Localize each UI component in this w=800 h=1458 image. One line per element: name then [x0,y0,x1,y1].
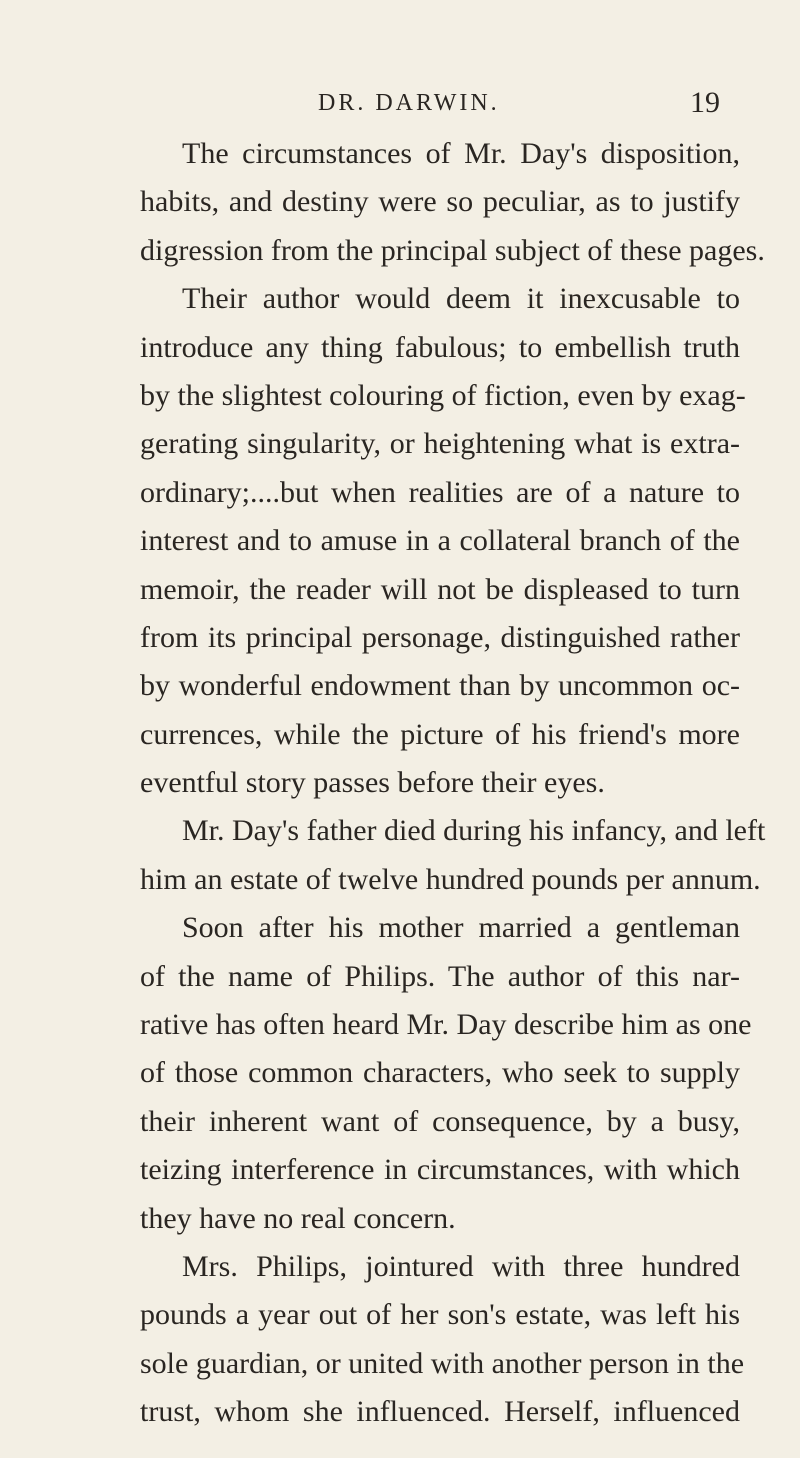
running-title: DR. DARWIN. [318,90,500,116]
text-line: gerating singularity, or heightening what is extra- [140,427,740,461]
text-line: Mrs. Philips, jointured with three hundred [182,1249,740,1283]
text-line: eventful story passes before their eyes. [140,766,605,800]
page-number: 19 [690,86,720,119]
text-line: memoir, the reader will not be displeased to turn [140,572,740,606]
text-line: introduce any thing fabulous; to embellish truth [140,330,740,364]
text-line: The circumstances of Mr. Day's disposition, [182,137,740,170]
text-line: Their author would deem it inexcusable to [182,282,740,316]
text-line: their inherent want of consequence, by a busy, [140,1104,740,1138]
text-line: Mr. Day's father died during his infancy, and left [182,814,766,848]
text-line: trust, whom she influenced. Herself, influenced [140,1395,740,1429]
text-line: habits, and destiny were so peculiar, as to justify [140,185,740,219]
text-line: currences, while the picture of his friend's more [140,717,740,751]
text-line: interest and to amuse in a collateral branch of the [140,524,740,558]
text-line: pounds a year out of her son's estate, was left his [140,1298,740,1332]
text-line: from its principal personage, distinguished rather [140,620,740,654]
text-line: digression from the principal subject of these pages. [140,233,765,267]
text-line: sole guardian, or united with another person in the [140,1346,745,1380]
running-head [0,80,800,120]
text-line: by the slightest colouring of fiction, even by exag- [140,378,746,412]
body-text [140,130,766,1437]
text-line: Soon after his mother married a gentleman [182,911,740,945]
text-line: they have no real concern. [140,1201,456,1235]
text-line: him an estate of twelve hundred pounds per annum. [140,862,761,896]
text-line: teizing interference in circumstances, with which [140,1153,740,1187]
text-line: rative has often heard Mr. Day describe him as one [140,1008,752,1042]
text-line: of the name of Philips. The author of this nar- [140,959,740,993]
text-line: ordinary;....but when realities are of a nature to [140,475,740,509]
text-line: by wonderful endowment than by uncommon oc- [140,669,740,703]
text-line: of those common characters, who seek to supply [140,1056,740,1090]
